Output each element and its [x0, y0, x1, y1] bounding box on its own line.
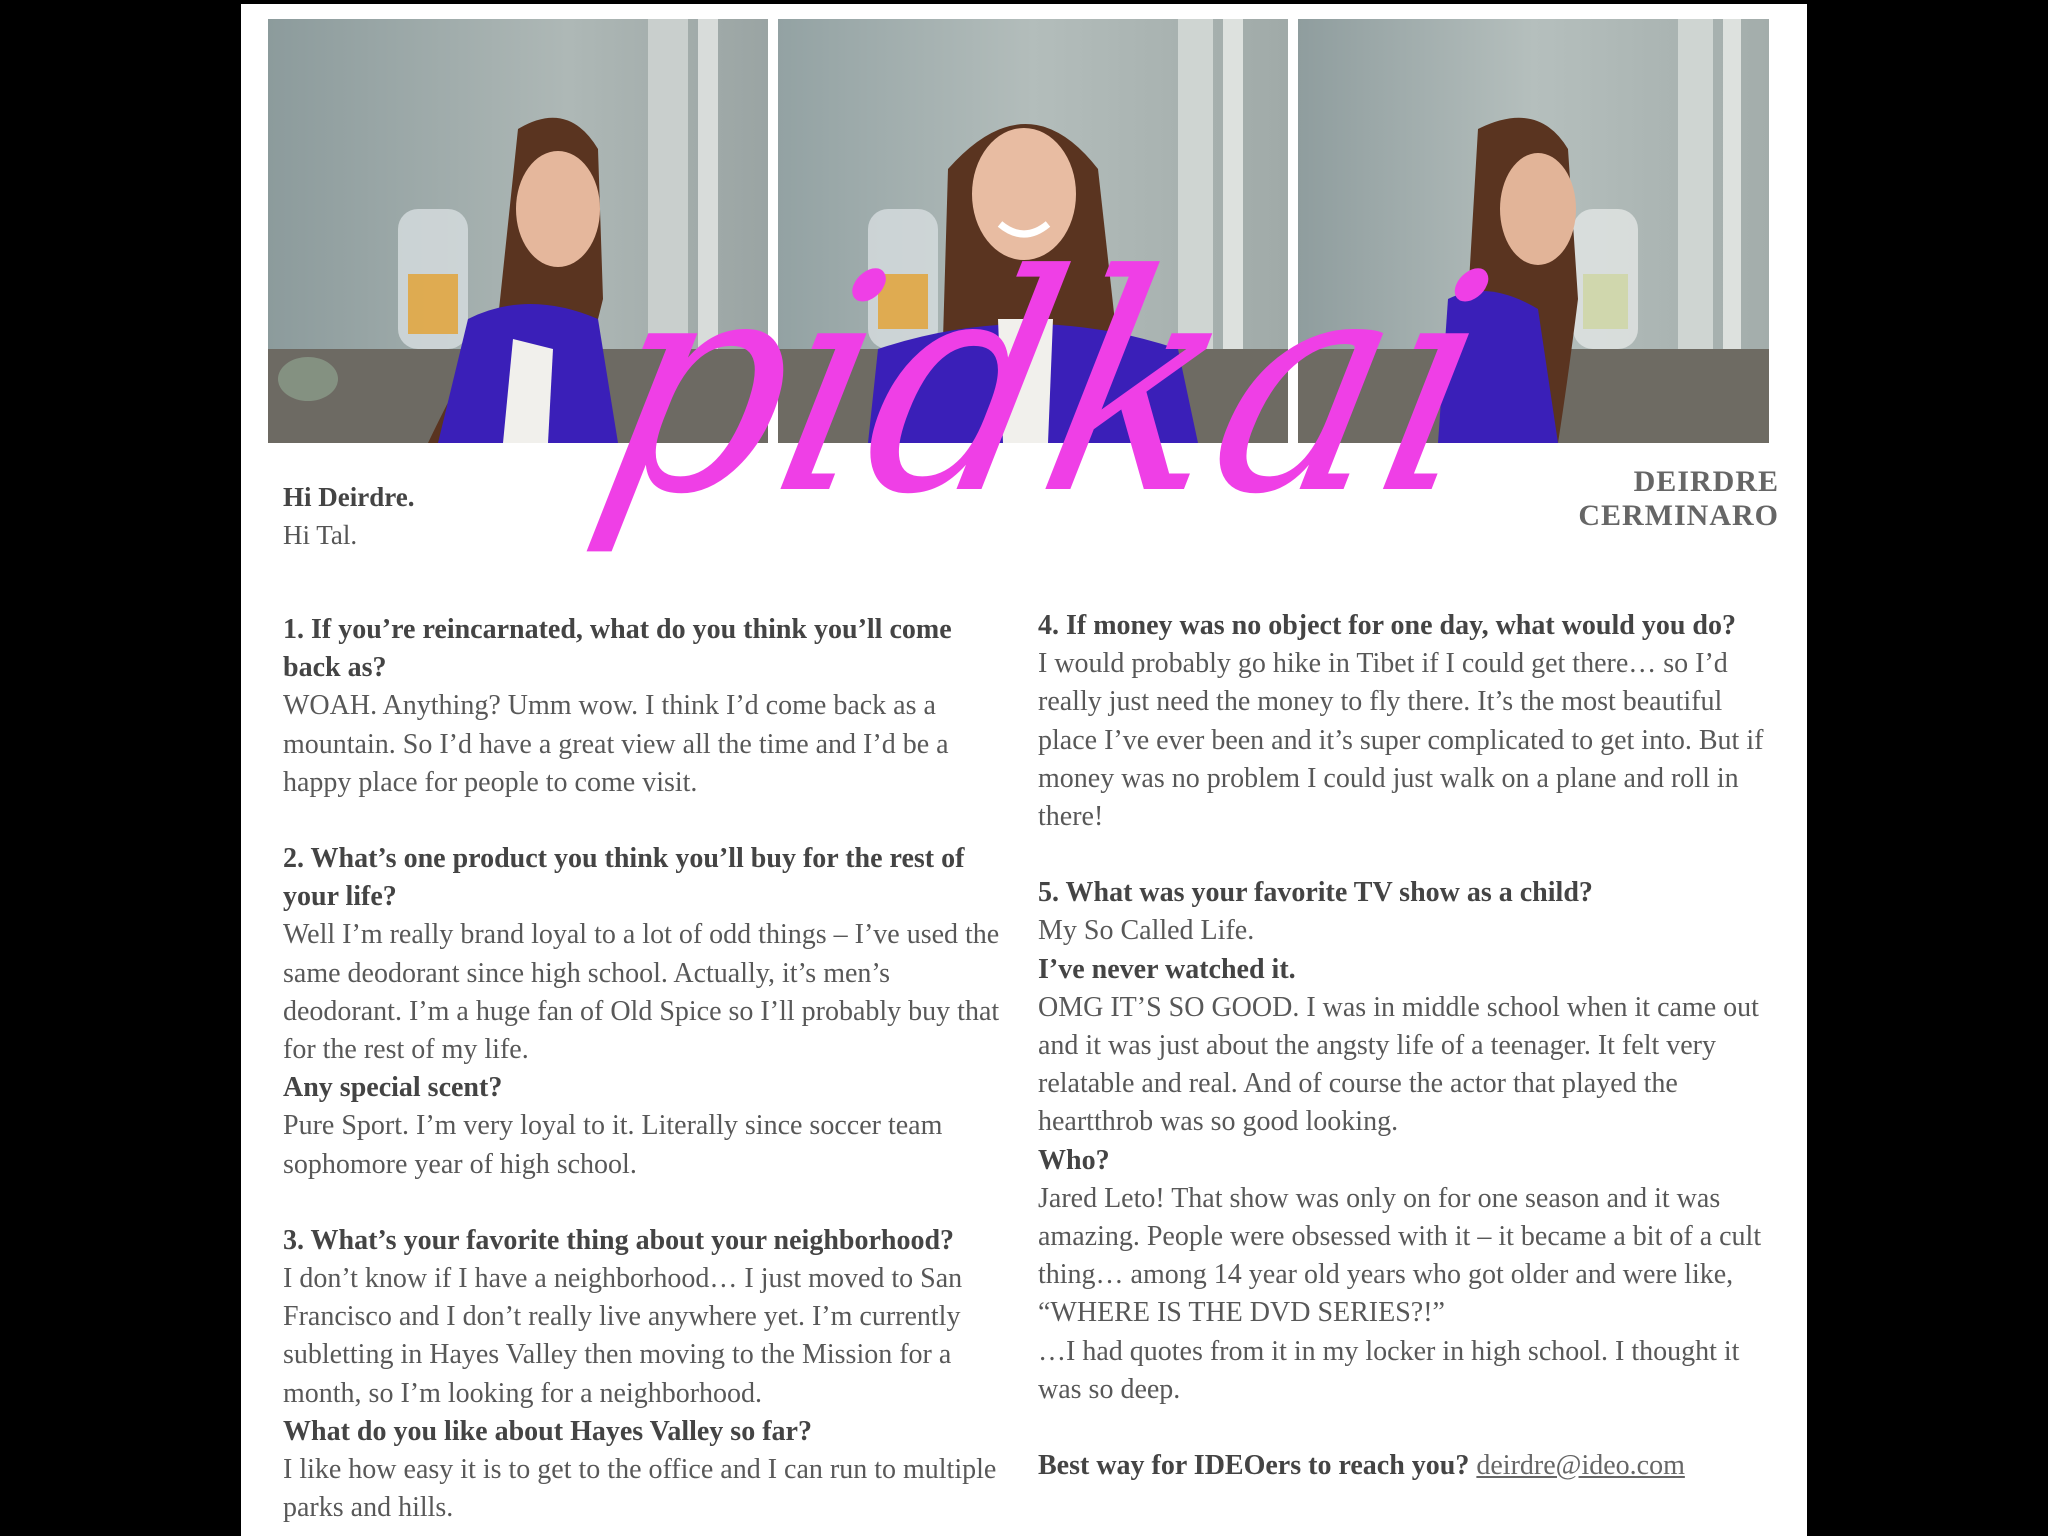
- greeting-line-2: Hi Tal.: [283, 520, 358, 550]
- followup-2: Any special scent?: [283, 1072, 503, 1104]
- svg-text:pidkai: pidkai: [572, 210, 1584, 561]
- right-column: [1038, 607, 1788, 1485]
- followup-5: I’ve never watched it.: [1038, 953, 1296, 985]
- contact-label: Best way for IDEOers to reach you?: [1038, 1450, 1470, 1482]
- answer-4: I would probably go hike in Tibet if I could get there… so I’d really just need the money to fly there. It’s the most beautiful place I’ve ever been and it’s super complicated to get into. But if money was no problem I could just walk on a plane and roll in there!: [1038, 648, 1764, 833]
- pidkai-logo: [561, 210, 1584, 619]
- answer-3b: I like how easy it is to get to the office and I can run to multiple parks and hills.: [283, 1454, 997, 1524]
- question-3: 3. What’s your favorite thing about your neighborhood?: [283, 1224, 955, 1256]
- answer-2: Well I’m really brand loyal to a lot of odd things – I’ve used the same deodorant since high school. Actually, it’s men’s deodorant. I’m a huge fan of Old Spice so I’ll probably buy that for the rest of my life.: [283, 919, 1000, 1066]
- answer-3: I don’t know if I have a neighborhood… I just moved to San Francisco and I don’t really live anywhere yet. I’m currently subletting in Hayes Valley then moving to the Mission for a month, so I’m looking for a neighborhood.: [283, 1263, 963, 1409]
- followup-5-who: Who?: [1038, 1144, 1110, 1176]
- answer-5b: OMG IT’S SO GOOD. I was in middle school when it came out and it was just about the angsty life of a teenager. It felt very relatable and real. And of course the actor that played the heartthrob was so good looking.: [1038, 991, 1759, 1138]
- question-2: 2. What’s one product you think you’ll buy for the rest of your life?: [283, 843, 965, 913]
- answer-5: My So Called Life.: [1038, 915, 1255, 947]
- answer-1: WOAH. Anything? Umm wow. I think I’d come back as a mountain. So I’d have a great view all the time and I’d be a happy place for people to come visit.: [283, 690, 949, 798]
- question-5: 5. What was your favorite TV show as a child?: [1038, 877, 1593, 909]
- contact-email-link[interactable]: deirdre@ideo.com: [1476, 1450, 1685, 1482]
- followup-3: What do you like about Hayes Valley so far?: [283, 1415, 812, 1447]
- greeting: [283, 478, 414, 554]
- interviewee-name: [1578, 465, 1779, 533]
- answer-5d: …I had quotes from it in my locker in high school. I thought it was so deep.: [1038, 1335, 1740, 1405]
- greeting-line-1: Hi Deirdre.: [283, 482, 415, 512]
- question-1: 1. If you’re reincarnated, what do you think you’ll come back as?: [283, 614, 952, 684]
- name-first: DEIRDRE: [1633, 465, 1779, 498]
- answer-2b: Pure Sport. I’m very loyal to it. Literally since soccer team sophomore year of high school.: [283, 1110, 943, 1180]
- name-last: CERMINARO: [1578, 499, 1779, 532]
- question-4: 4. If money was no object for one day, what would you do?: [1038, 610, 1736, 641]
- contact-line: [1038, 1447, 1788, 1485]
- article-page: [241, 4, 1807, 1536]
- answer-5c: Jared Leto! That show was only on for one season and it was amazing. People were obsessed with it – it became a bit of a cult thing… among 14 year old years who got older and were like, “WHERE IS THE DVD SERIES?!”: [1038, 1182, 1762, 1329]
- left-column: [283, 611, 1013, 1527]
